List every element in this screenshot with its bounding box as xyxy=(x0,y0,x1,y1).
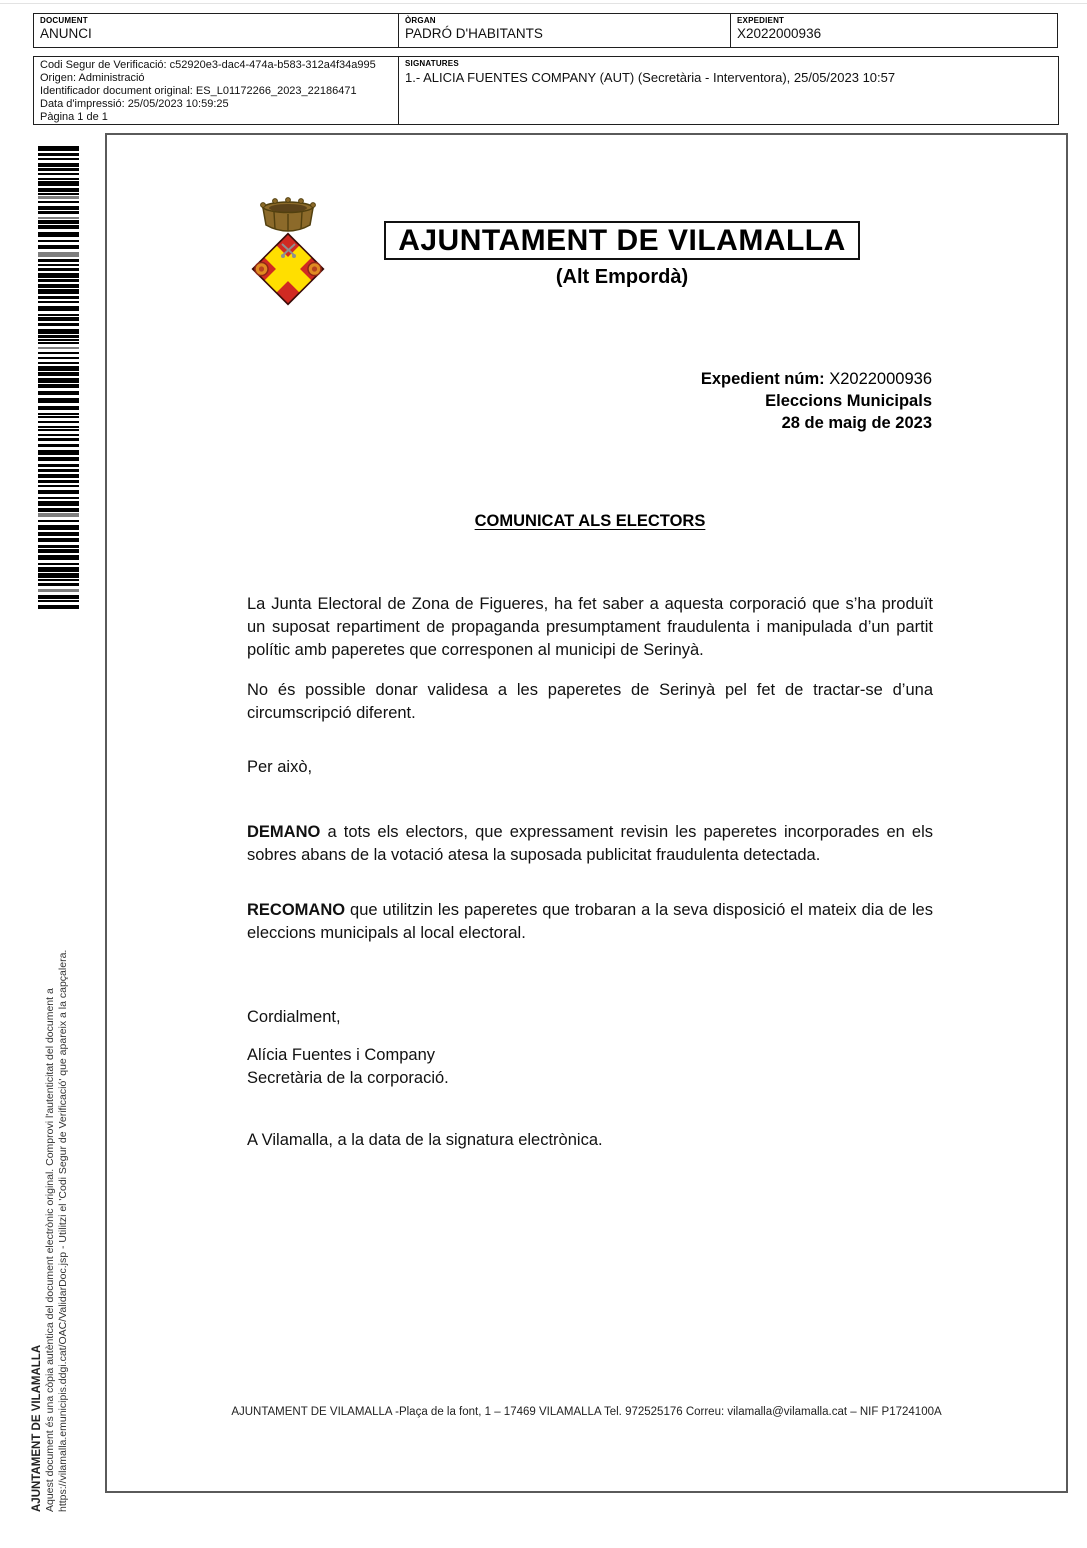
crown-icon xyxy=(261,198,316,231)
signature-entry: 1.- ALICIA FUENTES COMPANY (AUT) (Secretària - Interventora), 25/05/2023 10:57 xyxy=(405,70,896,85)
top-divider xyxy=(0,3,1087,4)
meta-value-organ: PADRÓ D'HABITANTS xyxy=(405,26,543,41)
page-frame xyxy=(105,133,1068,1493)
signer-block xyxy=(247,1044,933,1090)
sidebar-validation-url-line: https://vilamalla.emunicipis.ddgi.cat/OAC/ValidarDoc.jsp - Utilitzi el 'Codi Segur de Verificació' que apareix a la capçalera. xyxy=(57,949,69,1512)
demano-text: a tots els electors, que expressament revisin les paperetes incorporades en els sobres abans de la votació atesa la suposada publicitat fraudulenta detectada. xyxy=(247,823,933,864)
coat-of-arms xyxy=(248,193,330,335)
expedient-matter: Eleccions Municipals xyxy=(765,392,932,410)
signatures-cell xyxy=(398,56,1059,125)
paragraph-3: Per això, xyxy=(247,758,313,776)
signer-role: Secretària de la corporació. xyxy=(247,1069,449,1087)
org-title: AJUNTAMENT DE VILAMALLA xyxy=(384,221,860,260)
page-footer: AJUNTAMENT DE VILAMALLA -Plaça de la font, 1 – 17469 VILAMALLA Tel. 972525176 Correu: vilamalla@vilamalla.cat – NIF P1724100A xyxy=(231,1406,942,1418)
signer-name: Alícia Fuentes i Company xyxy=(247,1046,436,1064)
expedient-block xyxy=(247,368,932,434)
rosette-right-icon xyxy=(308,263,321,276)
expedient-number: X2022000936 xyxy=(829,370,932,388)
place-line: A Vilamalla, a la data de la signatura electrònica. xyxy=(247,1131,603,1149)
meta-value-document: ANUNCI xyxy=(40,26,92,41)
meta-value-expedient: X2022000936 xyxy=(737,26,822,41)
closing-line: Cordialment, xyxy=(247,1008,341,1026)
expedient-label: Expedient núm: xyxy=(700,370,825,388)
meta-label-organ: ÒRGAN xyxy=(405,16,436,25)
sidebar-authenticity-line: Aquest document és una còpia autèntica del document electrònic original. Comprovi l'autenticitat del document a xyxy=(44,988,56,1512)
verification-code: Codi Segur de Verificació: c52920e3-dac4-474a-b583-312a4f34a995 xyxy=(40,59,376,71)
expedient-number-line xyxy=(247,368,932,390)
meta-label-expedient: EXPEDIENT xyxy=(737,16,785,25)
meta-table-row1 xyxy=(33,13,1059,48)
meta-label-document: DOCUMENT xyxy=(40,16,88,25)
meta-cell-document xyxy=(33,13,399,48)
meta-cell-organ xyxy=(398,13,731,48)
recomano-text: que utilitzin les paperetes que trobaran a la seva disposició el mateix dia de les eleccions municipals al local electoral. xyxy=(247,901,933,942)
origin-line: Origen: Administració xyxy=(40,71,145,84)
rosette-left-icon xyxy=(255,263,268,276)
demano-lead: DEMANO xyxy=(247,823,321,841)
barcode xyxy=(38,146,79,610)
paragraph-demano xyxy=(247,821,933,867)
doc-identifier-line: Identificador document original: ES_L01172266_2023_22186471 xyxy=(40,84,357,97)
paragraph-recomano xyxy=(247,899,933,945)
meta-cell-expedient xyxy=(730,13,1058,48)
signatures-label: SIGNATURES xyxy=(405,59,459,68)
org-subtitle: (Alt Empordà) xyxy=(555,266,689,288)
meta-table-row2 xyxy=(33,56,1059,125)
expedient-date: 28 de maig de 2023 xyxy=(781,414,932,432)
shield-icon xyxy=(253,234,324,305)
print-date-line: Data d'impressió: 25/05/2023 10:59:25 xyxy=(40,97,229,110)
sidebar-org-name: AJUNTAMENT DE VILAMALLA xyxy=(31,1344,43,1512)
page-number-line: Pàgina 1 de 1 xyxy=(40,110,108,123)
subject-heading: COMUNICAT ALS ELECTORS xyxy=(474,512,706,530)
sidebar-legal-text xyxy=(30,950,70,1512)
recomano-lead: RECOMANO xyxy=(247,901,346,919)
paragraph-2: No és possible donar validesa a les paperetes de Serinyà pel fet de tractar-se d’una circumscripció diferent. xyxy=(247,681,933,722)
paragraph-1: La Junta Electoral de Zona de Figueres, ha fet saber a aquesta corporació que s’ha produït un suposat repartiment de propaganda presumptament fraudulenta i manipulada d’un partit polític amb paperetes que corresponen al municipi de Serinyà. xyxy=(247,595,933,659)
verification-cell xyxy=(33,56,399,125)
